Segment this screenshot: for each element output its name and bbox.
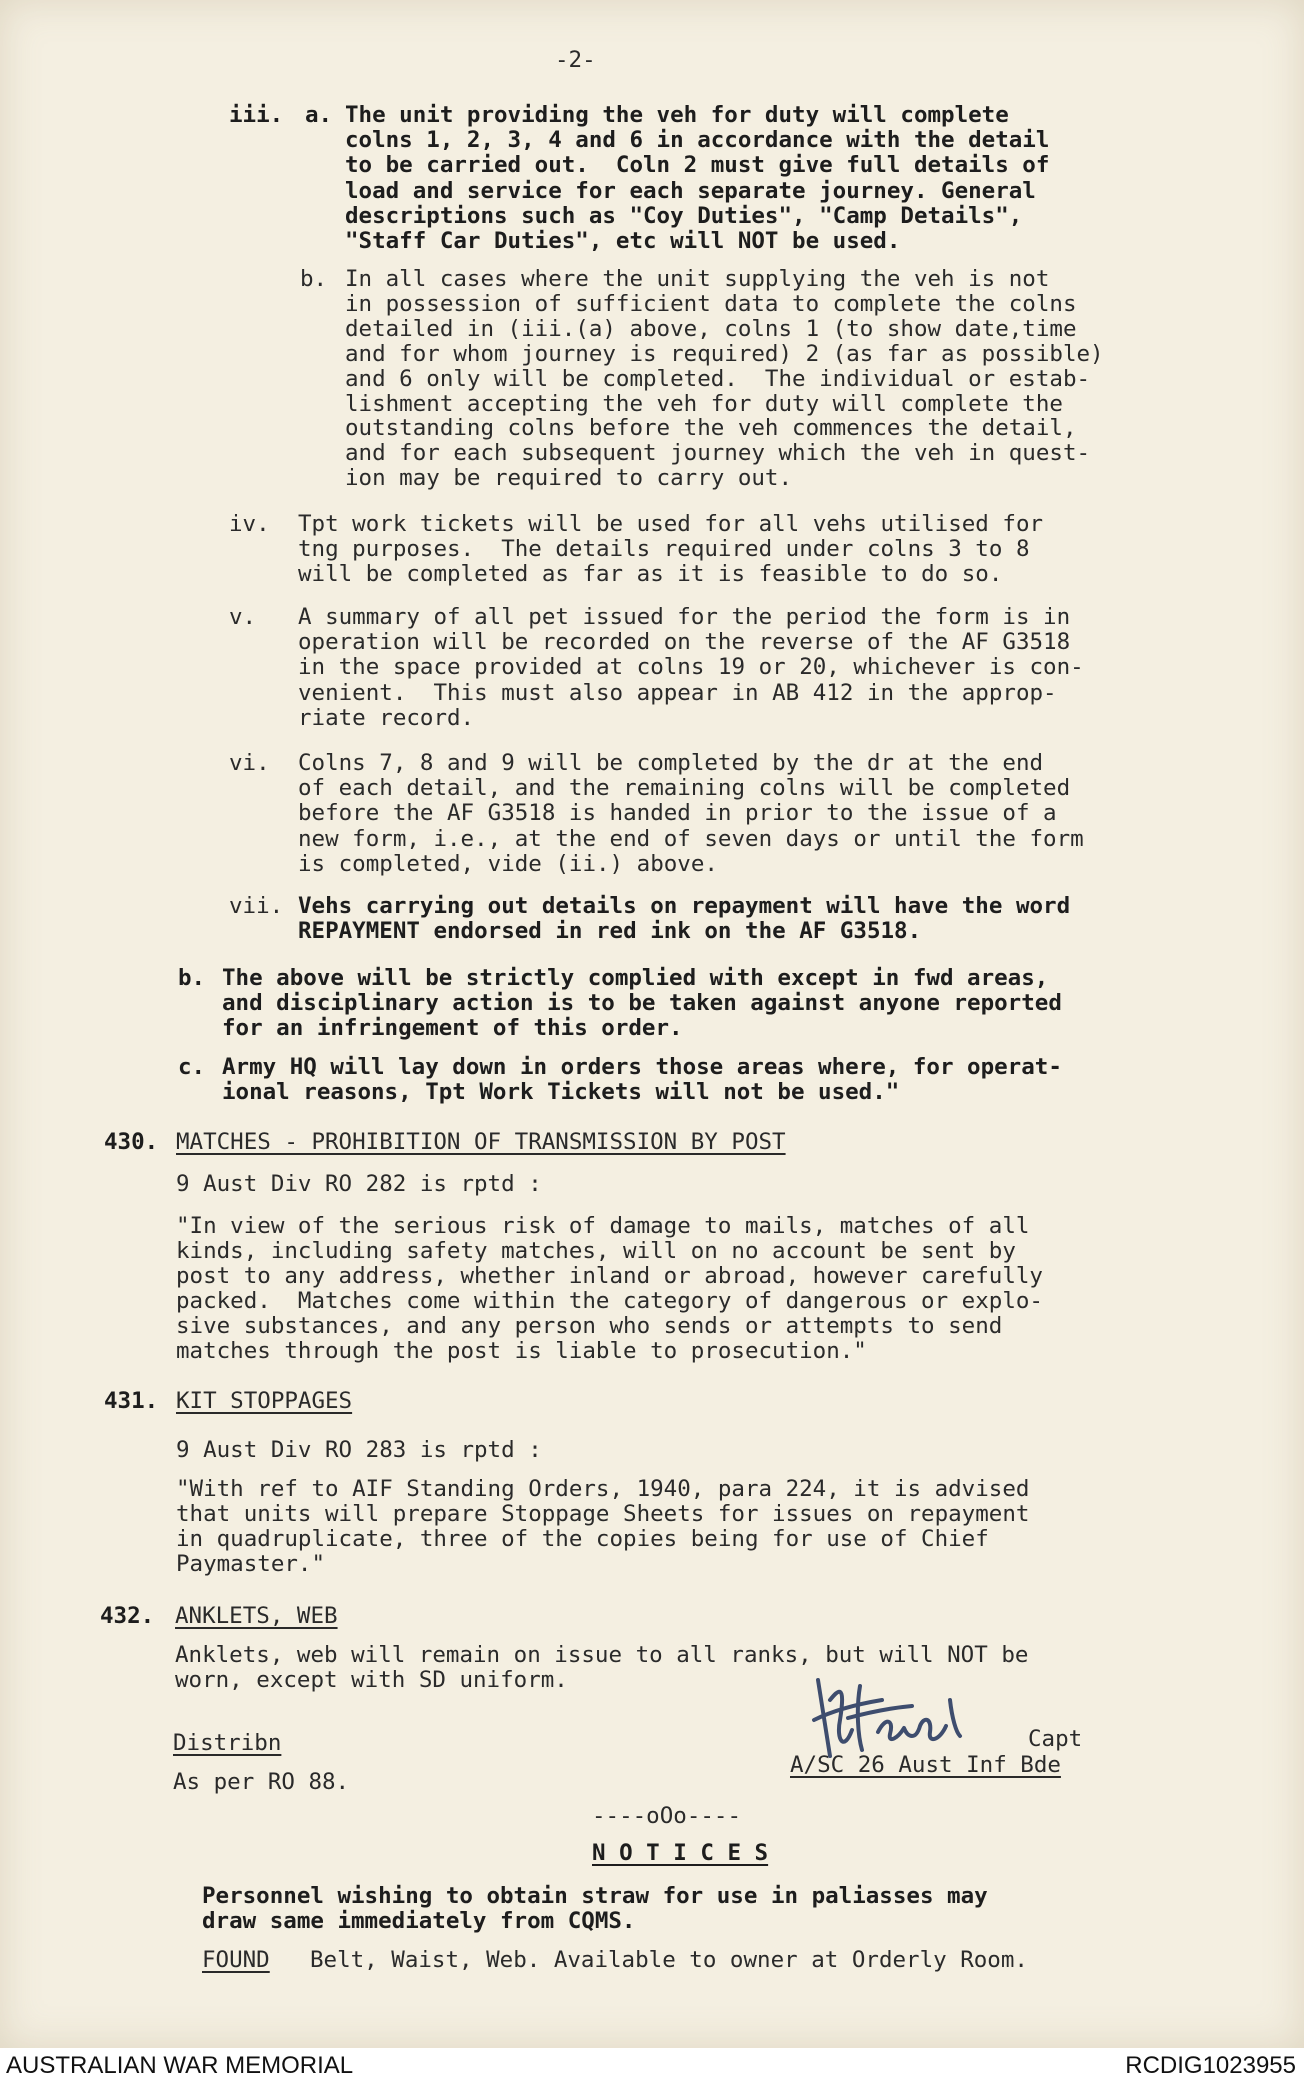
paragraph-line: Army HQ will lay down in orders those areas where, for operat-: [222, 1054, 1062, 1080]
paragraph-line: Tpt work tickets will be used for all vehs utilised for: [298, 511, 1044, 537]
paragraph-line: colns 1, 2, 3, 4 and 6 in accordance with the detail: [345, 127, 1050, 154]
paragraph-line: and for each subsequent journey which the veh in quest-: [345, 440, 1091, 467]
order-number: 431.: [104, 1388, 159, 1414]
paragraph-line: to be carried out. Coln 2 must give full details of: [345, 152, 1050, 179]
page-number: -2-: [555, 47, 596, 73]
paragraph-line: operation will be recorded on the reverse of the AF G3518: [298, 629, 1071, 656]
paragraph-line: Colns 7, 8 and 9 will be completed by the dr at the end: [298, 750, 1044, 776]
paragraph-line: "With ref to AIF Standing Orders, 1940, para 224, it is advised: [176, 1476, 1030, 1502]
signature-rank: Capt: [1028, 1726, 1083, 1752]
paragraph-line: "Staff Car Duties", etc will NOT be used.: [345, 228, 901, 254]
separator: ----oOo----: [592, 1803, 742, 1829]
paragraph-line: and 6 only will be completed. The individual or estab-: [345, 365, 1091, 392]
order-heading: MATCHES - PROHIBITION OF TRANSMISSION BY POST: [176, 1129, 786, 1155]
item-marker: vii.: [229, 893, 284, 919]
paragraph-line: new form, i.e., at the end of seven days or until the form: [298, 825, 1084, 852]
paragraph-line: REPAYMENT endorsed in red ink on the AF G3518.: [298, 918, 922, 944]
item-marker: b.: [178, 965, 206, 991]
paragraph-line: worn, except with SD uniform.: [175, 1667, 568, 1693]
paragraph-line: A summary of all pet issued for the period the form is in: [298, 604, 1071, 630]
archive-name: AUSTRALIAN WAR MEMORIAL: [6, 2052, 354, 2079]
paragraph-line: outstanding colns before the veh commences the detail,: [345, 415, 1077, 442]
paragraph-line: ional reasons, Tpt Work Tickets will not be used.": [222, 1079, 900, 1105]
paragraph-line: Vehs carrying out details on repayment will have the word: [298, 893, 1071, 919]
paragraph-line: of each detail, and the remaining colns will be completed: [298, 775, 1071, 802]
paragraph-line: post to any address, whether inland or abroad, however carefully: [176, 1263, 1043, 1289]
distribution-text: As per RO 88.: [173, 1769, 350, 1795]
signature-appointment: A/SC 26 Aust Inf Bde: [790, 1752, 1061, 1778]
paragraph-line: The above will be strictly complied with except in fwd areas,: [222, 965, 1049, 991]
order-number: 430.: [104, 1129, 159, 1155]
paragraph-line: before the AF G3518 is handed in prior to the issue of a: [298, 800, 1057, 827]
paragraph-line: kinds, including safety matches, will on no account be sent by: [176, 1238, 1016, 1264]
paragraph-line: "In view of the serious risk of damage to mails, matches of all: [176, 1213, 1030, 1239]
paragraph-line: load and service for each separate journey. General: [345, 177, 1036, 204]
item-marker: iv.: [229, 511, 270, 537]
paragraph-line: matches through the post is liable to prosecution.": [176, 1338, 867, 1364]
paragraph-line: Anklets, web will remain on issue to all ranks, but will NOT be: [175, 1642, 1029, 1668]
paragraph-line: in quadruplicate, three of the copies being for use of Chief: [176, 1526, 989, 1552]
archive-id: RCDIG1023955: [1125, 2052, 1296, 2079]
paragraph-line: that units will prepare Stoppage Sheets for issues on repayment: [176, 1501, 1030, 1527]
paragraph-line: Paymaster.": [176, 1551, 326, 1577]
item-marker: v.: [229, 604, 257, 630]
paragraph-line: venient. This must also appear in AB 412 in the approp-: [298, 679, 1057, 706]
item-marker: b.: [300, 266, 328, 292]
paragraph-line: will be completed as far as it is feasible to do so.: [298, 561, 1003, 587]
order-heading: KIT STOPPAGES: [176, 1388, 353, 1414]
paragraph-line: packed. Matches come within the category of dangerous or explo-: [176, 1288, 1043, 1314]
paragraph-line: descriptions such as "Coy Duties", "Camp Details",: [345, 202, 1023, 229]
paragraph-line: for an infringement of this order.: [222, 1015, 683, 1041]
paragraph-line: detailed in (iii.(a) above, colns 1 (to show date,time: [345, 315, 1077, 342]
paragraph-line: riate record.: [298, 704, 475, 731]
order-reference: 9 Aust Div RO 283 is rptd :: [176, 1437, 542, 1463]
paragraph-line: The unit providing the veh for duty will complete: [345, 102, 1009, 128]
item-marker: iii.: [229, 102, 284, 128]
item-marker: a.: [305, 102, 333, 128]
paragraph-line: in the space provided at colns 19 or 20, whichever is con-: [298, 654, 1084, 681]
paragraph-line: in possession of sufficient data to complete the colns: [345, 290, 1077, 317]
notices-heading: N O T I C E S: [592, 1840, 769, 1866]
paragraph-line: is completed, vide (ii.) above.: [298, 850, 718, 877]
found-label: FOUND: [202, 1947, 270, 1973]
item-marker: vi.: [229, 750, 270, 776]
paragraph-line: In all cases where the unit supplying the veh is not: [345, 266, 1050, 292]
paragraph-line: and disciplinary action is to be taken against anyone reported: [222, 990, 1062, 1016]
distribution-label: Distribn: [173, 1730, 282, 1756]
paragraph-line: lishment accepting the veh for duty will complete the: [345, 390, 1063, 417]
notice-line: Personnel wishing to obtain straw for use in paliasses may: [202, 1883, 988, 1909]
notice-line: draw same immediately from CQMS.: [202, 1908, 636, 1934]
item-marker: c.: [178, 1054, 206, 1080]
order-heading: ANKLETS, WEB: [175, 1603, 338, 1629]
order-reference: 9 Aust Div RO 282 is rptd :: [176, 1171, 542, 1197]
paragraph-line: tng purposes. The details required under colns 3 to 8: [298, 536, 1030, 562]
order-number: 432.: [100, 1603, 155, 1629]
signature-image: [800, 1660, 1000, 1770]
found-text: Belt, Waist, Web. Available to owner at Orderly Room.: [310, 1947, 1028, 1973]
paragraph-line: and for whom journey is required) 2 (as far as possible): [345, 340, 1104, 367]
paragraph-line: ion may be required to carry out.: [345, 465, 793, 492]
paragraph-line: sive substances, and any person who sends or attempts to send: [176, 1313, 1003, 1339]
